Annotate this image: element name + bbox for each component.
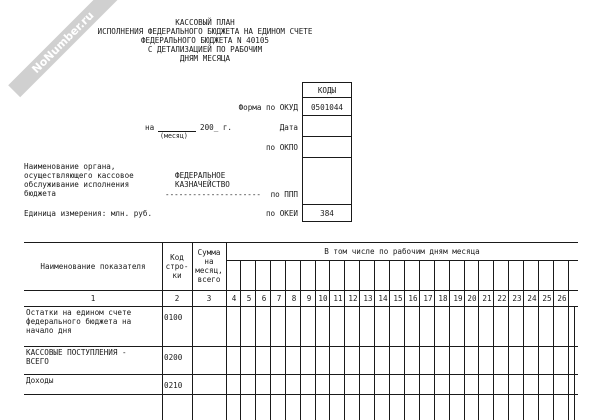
ppp-label: по ППП (270, 190, 298, 199)
row-name: КАССОВЫЕ ПОСТУПЛЕНИЯ - ВСЕГО (26, 348, 127, 366)
row-code: 0210 (164, 380, 183, 390)
title-line-4: С ДЕТАЛИЗАЦИЕЙ ПО РАБОЧИМ (147, 45, 263, 54)
title-line-2: ИСПОЛНЕНИЯ ФЕДЕРАЛЬНОГО БЮДЖЕТА НА ЕДИНОМ СЧЕТЕ (97, 27, 313, 36)
col-number-22: 22 (497, 293, 507, 303)
row-name: Остатки на едином счете федерального бюджета на начало дня (26, 308, 132, 335)
okud-value: 0501044 (310, 103, 343, 112)
col-number-3: 3 (206, 293, 212, 303)
col-number-10: 10 (318, 293, 328, 303)
col-number-7: 7 (276, 293, 282, 303)
col-name-header: Наименование показателя (40, 261, 146, 271)
col-number-24: 24 (527, 293, 537, 303)
row-code: 0200 (164, 352, 183, 362)
org-label: Наименование органа, осуществляющего кассовое обслуживание исполнения бюджета (24, 162, 134, 198)
org-dashes: --------------------- (165, 190, 262, 199)
col-number-19: 19 (453, 293, 463, 303)
col-number-26: 26 (557, 293, 567, 303)
okud-label: Форма по ОКУД (238, 103, 298, 112)
col-number-1: 1 (90, 293, 96, 303)
col-number-2: 2 (174, 293, 180, 303)
col-days-header: В том числе по рабочим дням месяца (324, 246, 480, 256)
col-number-9: 9 (306, 293, 312, 303)
okei-label: по ОКЕИ (265, 209, 298, 218)
col-sum-header: Сумма на месяц, всего (195, 248, 223, 284)
col-number-25: 25 (542, 293, 552, 303)
col-number-5: 5 (246, 293, 252, 303)
col-number-21: 21 (482, 293, 492, 303)
watermark: NoNumber.ru (8, 0, 118, 97)
okei-value: 384 (320, 209, 334, 218)
col-number-6: 6 (261, 293, 267, 303)
title-line-5: ДНЯМ МЕСЯЦА (179, 54, 231, 63)
period-year: 200_ г. (200, 123, 233, 132)
codes-header: КОДЫ (317, 86, 337, 95)
col-number-23: 23 (512, 293, 522, 303)
col-number-8: 8 (291, 293, 297, 303)
month-hint: (месяц) (160, 132, 188, 140)
col-code-header: Код стро- ки (165, 252, 189, 280)
col-number-12: 12 (348, 293, 358, 303)
date-label: Дата (279, 123, 298, 132)
okpo-label: по ОКПО (265, 143, 298, 152)
col-number-13: 13 (363, 293, 373, 303)
col-number-20: 20 (467, 293, 477, 303)
row-name: Доходы (26, 376, 54, 385)
col-number-4: 4 (231, 293, 237, 303)
org-value: ФЕДЕРАЛЬНОЕ КАЗНАЧЕЙСТВО (175, 171, 230, 189)
col-number-15: 15 (393, 293, 403, 303)
period-on: на (145, 123, 155, 132)
col-number-17: 17 (423, 293, 433, 303)
col-number-14: 14 (378, 293, 388, 303)
col-number-18: 18 (438, 293, 448, 303)
col-number-11: 11 (333, 293, 343, 303)
unit-label: Единица измерения: млн. руб. (24, 209, 153, 218)
col-number-16: 16 (408, 293, 418, 303)
row-code: 0100 (164, 312, 183, 322)
title-line-3: ФЕДЕРАЛЬНОГО БЮДЖЕТА N 40105 (140, 36, 269, 45)
title-line-1: КАССОВЫЙ ПЛАН (175, 18, 235, 27)
